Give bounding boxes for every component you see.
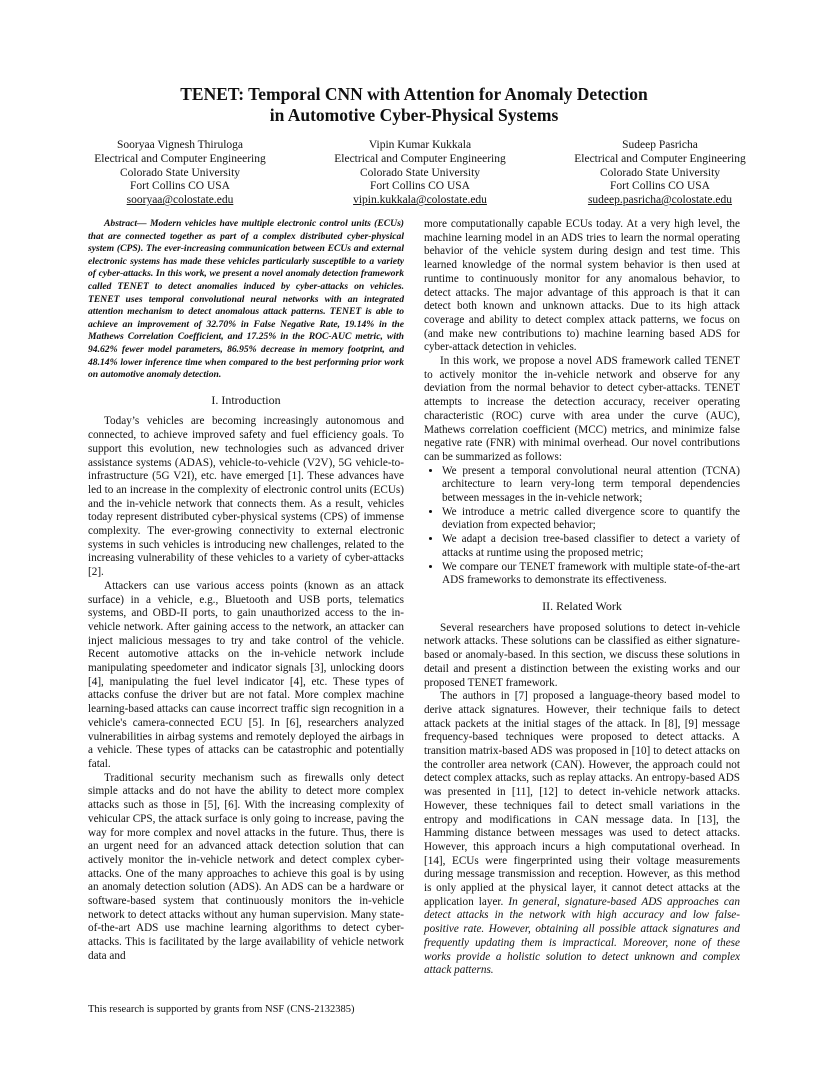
contribution-item: • We compare our TENET framework with multiple state-of-the-art ADS frameworks to demonstrate its effectiveness. — [442, 561, 740, 588]
title-line-1: TENET: Temporal CNN with Attention for Anomaly Detection — [180, 84, 648, 104]
title-line-2: in Automotive Cyber-Physical Systems — [269, 105, 559, 125]
abstract — [88, 218, 404, 382]
author-location: Fort Collins CO USA — [129, 180, 230, 193]
author-dept: Electrical and Computer Engineering — [94, 152, 266, 165]
author-2 — [300, 139, 540, 208]
author-name: Vipin Kumar Kukkala — [368, 139, 472, 151]
author-1 — [60, 139, 300, 208]
related-text: The authors in [7] proposed a language-theory based model to derive attack signatures. However, their technique fails to detect attack packets at the initial stages of the attack. In [8], [9] message frequency-based techniques were proposed to detect attacks. A transition matrix-based ADS was proposed in [10] to detect attacks on the controller area network (CAN). However, the approach could not detect complex attacks, such as replay attacks. An entropy-based ADS was presented in [11], [12] to detect in-vehicle network attacks. However, these techniques fail to detect small variations in the entropy and modifications in CAN message data. In [13], the Hamming distance between messages was used to detect attacks. However, this approach incurs a high computational overhead. In [14], ECUs were fingerprinted using their voltage measurements during message transmission and reception. However, as this method is only applied at the physical layer, it cannot detect attacks at the application layer. — [424, 690, 740, 908]
author-univ: Colorado State University — [599, 166, 721, 179]
intro-paragraph-5: In this work, we propose a novel ADS framework called TENET to actively monitor the in-vehicle network and observe for any deviation from the normal behavior to detect cyber-attacks. TENET attempts to increase the detection accuracy, receiver operating characteristic (ROC) curve with area under the curve (AUC), Mathews correlation coefficient (MCC) metrics, and minimize false negative rate (FNR) with minimal overhead. Our novel contributions can be summarized as follows: — [424, 355, 740, 463]
author-dept: Electrical and Computer Engineering — [334, 152, 506, 165]
contributions-list — [424, 465, 740, 588]
abstract-text: Modern vehicles have multiple electronic control units (ECUs) that are connected together as part of a complex distributed cyber-physical system (CPS). The ever-increasing communication between ECUs and external electronic systems has made these vehicles particularly susceptible to a variety of cyber-attacks. In this work, we present a novel anomaly detection framework called TENET to detect anomalies induced by cyber-attacks on vehicles. TENET uses temporal convolutional neural networks with an integrated attention mechanism to detect anomalous attack patterns. TENET is able to achieve an improvement of 32.70% in False Negative Rate, 19.14% in the Mathews Correlation Coefficient, and 17.25% in the ROC-AUC metric, with 94.62% fewer model parameters, 86.95% decrease in memory footprint, and 48.14% lower inference time when compared to the best performing prior work on automotive anomaly detection. — [88, 218, 404, 381]
author-location: Fort Collins CO USA — [609, 180, 710, 193]
intro-paragraph-2: Attackers can use various access points (known as an attack surface) in a vehicle, e.g., Bluetooth and USB ports, telematics systems, and OBD-II ports, to gain unauthorized access to the in-vehicle network. After gaining access to the network, an attacker can inject malicious messages to try and take control of the vehicle. Recent automotive attacks on the in-vehicle network include manipulating speedometer and indicator signals [3], unlocking doors [4], manipulating the fuel level indicator [4], etc. These types of attacks confuse the driver but are not fatal. More complex machine learning-based attacks can cause incorrect traffic sign recognition in a vehicle's camera-connected ECU [5]. In [6], researchers analyzed vulnerabilities in airbag systems and remotely deployed the airbags in a vehicle. These types of attacks can be catastrophic and potentially fatal. — [88, 579, 404, 770]
abstract-label: Abstract— — [104, 218, 147, 229]
contribution-item: • We adapt a decision tree-based classifier to detect a variety of attacks at runtime using the proposed metric; — [442, 533, 740, 560]
author-univ: Colorado State University — [359, 166, 481, 179]
author-univ: Colorado State University — [119, 166, 241, 179]
contribution-item: • We present a temporal convolutional neural attention (TCNA) architecture to learn very-long term temporal dependencies between messages in the in-vehicle network; — [442, 465, 740, 506]
author-location: Fort Collins CO USA — [369, 180, 470, 193]
author-3 — [540, 139, 780, 208]
related-italic-text: In general, signature-based ADS approaches can detect attacks in the network with high accuracy and low false-positive rate. However, obtaining all possible attack signatures and frequently updating them is impractical. Moreover, none of these works provide a holistic solution to detect unknown and complex attack patterns. — [424, 895, 740, 977]
left-column — [88, 218, 404, 964]
intro-paragraph-4: more computationally capable ECUs today. At a very high level, the machine learning model in an ADS tries to learn the normal operating behavior of the vehicle system during design and test time. This learned knowledge of the normal system behavior is then used at runtime to continuously monitor for any anomalous behavior, to detect attacks. The major advantage of this approach is that it can detect both known and unknown attacks. Due to its high attack coverage and ability to detect complex attack patterns, we focus on (and make new contributions to) machine learning based ADS for cyber-attack detection in vehicles. — [424, 218, 740, 354]
contribution-item: • We introduce a metric called divergence score to quantify the deviation from expected behavior; — [442, 506, 740, 533]
author-name: Sudeep Pasricha — [622, 139, 698, 151]
related-paragraph-1: Several researchers have proposed solutions to detect in-vehicle network attacks. These solutions can be classified as either signature-based or anomaly-based. In this section, we discuss these solutions in detail and present a distinction between the existing works and our proposed TENET framework. — [424, 621, 740, 689]
related-paragraph-2 — [424, 690, 740, 978]
author-name: Sooryaa Vignesh Thiruloga — [116, 139, 243, 151]
author-email[interactable]: sudeep.pasricha@colostate.edu — [587, 194, 733, 207]
section-heading-related-work: II. Related Work — [542, 598, 622, 613]
author-dept: Electrical and Computer Engineering — [574, 152, 746, 165]
author-block — [60, 139, 780, 208]
author-email[interactable]: sooryaa@colostate.edu — [126, 194, 234, 207]
intro-paragraph-3: Traditional security mechanism such as firewalls only detect simple attacks and do not have the ability to detect more complex attacks such as those in [5], [6]. With the increasing complexity of vehicular CPS, the attack surface is only going to increase, paving the way for more complex and novel attacks in the future. Thus, there is an urgent need for an advanced attack detection solution that can actively monitor the in-vehicle network and detect complex cyber-attacks. One of the many approaches to achieve this goal is by using an anomaly detection solution (ADS). An ADS can be a hardware or software-based system that continuously monitors the in-vehicle network to detect attacks without any human supervision. Many state-of-the-art ADS use machine learning algorithms to detect cyber-attacks. This is facilitated by the large availability of vehicle network data and — [88, 771, 404, 962]
right-column — [424, 218, 740, 978]
footnote: This research is supported by grants from NSF (CNS-2132385) — [88, 1004, 355, 1015]
intro-paragraph-1: Today’s vehicles are becoming increasingly autonomous and connected, to achieve improved safety and fuel efficiency goals. To support this evolution, new technologies such as advanced driver assistance systems (ADAS), vehicle-to-vehicle (V2V), 5G vehicle-to-infrastructure (5G V2I), etc. have emerged [1]. These advances have led to an increase in the complexity of electronic control units (ECUs) and the in-vehicle network that connects them. As a result, vehicles today represent distributed cyber-physical systems (CPS) of immense complexity. The ever-growing connectivity to external electronic systems in such vehicles is introducing new challenges, related to the increasing vulnerability of these vehicles to a variety of cyber-attacks [2]. — [88, 415, 404, 579]
section-heading-introduction: I. Introduction — [211, 392, 281, 407]
author-email[interactable]: vipin.kukkala@colostate.edu — [353, 194, 487, 207]
paper-title — [0, 84, 828, 126]
